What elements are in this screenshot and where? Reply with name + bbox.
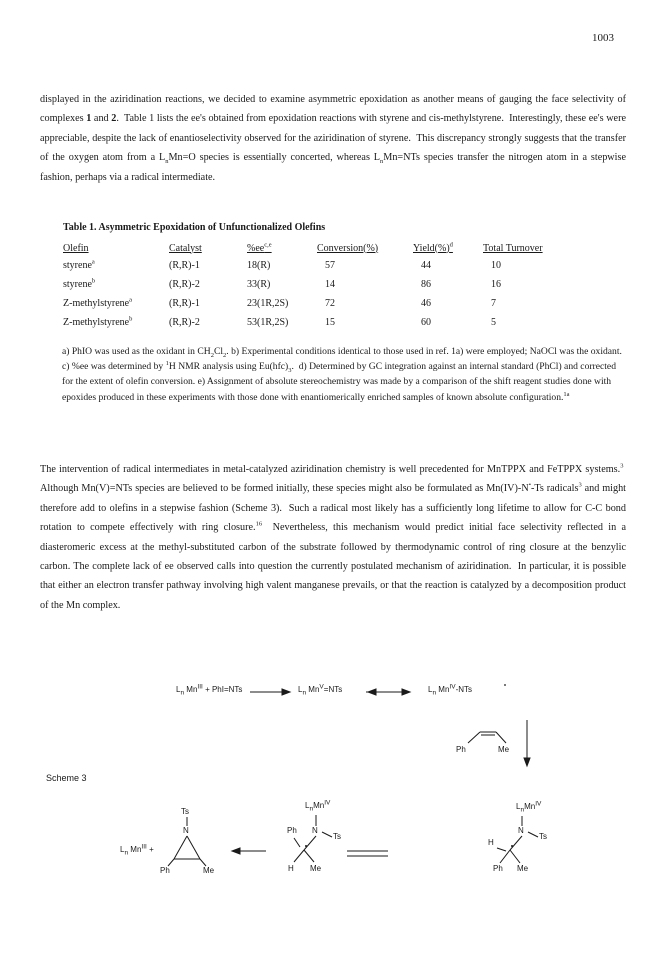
left-ts-label: Ts xyxy=(181,807,189,816)
col-header-catalyst: Catalyst xyxy=(169,242,202,254)
cell-olefin: styrene$^b$ xyxy=(63,277,96,290)
aziridine-ph-bond xyxy=(168,859,174,866)
cell-yield: 44 xyxy=(421,260,431,271)
col-header-yield: Yield(%)$^d$ xyxy=(413,241,453,254)
cell-olefin: Z-methylstyrene$^a$ xyxy=(63,296,132,309)
col-header-olefin: Olefin xyxy=(63,242,89,254)
olefin-bond-right xyxy=(496,732,506,743)
left-me-label: Me xyxy=(203,866,215,875)
col-header-turnover: Total Turnover xyxy=(483,242,543,254)
col-header-ee: %ee$^{c,e}$ xyxy=(247,241,272,254)
n-c-bond-mid xyxy=(304,836,316,850)
left-mn-label: $L_n$ $Mn^{III}$ + xyxy=(120,843,154,857)
olefin-me-label: Me xyxy=(498,745,510,754)
scheme-mn-v-imido: $L_n$ $Mn^V=NTs$ xyxy=(298,683,343,697)
mid-ph-label: Ph xyxy=(287,826,297,835)
c-ph-bond-right xyxy=(500,850,510,863)
c-h-bond-right xyxy=(497,848,506,851)
c-me-bond-right xyxy=(510,850,520,863)
right-n-label: N xyxy=(518,826,524,835)
cell-yield: 60 xyxy=(421,317,431,328)
scheme-reactants: $L_n$ $Mn^{III} + PhI=NTs$ xyxy=(176,683,243,697)
radical-dot-mid xyxy=(305,845,307,847)
down-arrow-head xyxy=(524,758,530,766)
cell-ee: 18(R) xyxy=(247,260,271,271)
cell-ee: 33(R) xyxy=(247,279,271,290)
cell-turnover: 16 xyxy=(491,279,501,290)
cell-olefin: Z-methylstyrene$^b$ xyxy=(63,315,133,328)
mid-h-label: H xyxy=(288,864,294,873)
paragraph-intro: displayed in the aziridination reactions, we decided to examine asymmetric epoxidation as another means of gauging the face selectivity of complexes 1 and 2. Table 1 lists the ee's obtained from epoxidation reactions with styrene and cis-methylstyrene. Interestingly, these ee's were appreciable, despite the lack of enantioselectivity observed for the aziridination of styrene. This discrepancy strongly suggests that the transfer of the oxygen atom from a $L_nMn=O$ species is essentially concerted, whereas $L_nMn=NTs$ species transfer the nitrogen atom in a stepwise fashion, perhaps via a radical intermediate. xyxy=(40,94,626,183)
aziridine-bond-left xyxy=(174,836,187,859)
cell-turnover: 5 xyxy=(491,317,496,328)
paragraph-mechanism: The intervention of radical intermediates in metal-catalyzed aziridination chemistry is well precedented for MnTPPX and FeTPPX systems.$^3$ Although Mn(V)=NTs species are believed to be formed initially, these species might also be formulated as Mn(IV)-N•-Ts radicals$^3$ and might therefore add to olefins in a stepwise fashion (Scheme 3). Such a radical most likely has a sufficiently long lifetime to allow for C-C bond rotation to compete effectively with ring closure.$^{16}$ Nevertheless, this mechanism would predict initial face selectivity reflected in a diasteromeric excess at the methyl-substituted carbon of the substrate followed by thermodynamic control of ring closure at the benzylic carbon. The complete lack of ee observed calls into question the currently postulated mechanism of aziridination. In particular, it is possible that either an electron transfer pathway involving high valent manganese prevails, or that the reaction is catalyzed by a decomposition product of the Mn complex. xyxy=(40,462,627,611)
right-h-label: H xyxy=(488,838,494,847)
aziridine-bond-right xyxy=(187,836,200,859)
cell-conversion: 57 xyxy=(325,260,335,271)
left-ph-label: Ph xyxy=(160,866,170,875)
n-ts-bond-right xyxy=(528,832,538,837)
cell-yield: 86 xyxy=(421,279,431,290)
cell-ee: 23(1R,2S) xyxy=(247,298,289,309)
n-ts-bond-mid xyxy=(322,832,332,837)
mid-n-label: N xyxy=(312,826,318,835)
mid-me-label: Me xyxy=(310,864,322,873)
scheme-label: Scheme 3 xyxy=(46,773,87,783)
cell-conversion: 72 xyxy=(325,298,335,309)
left-n-label: N xyxy=(183,826,189,835)
cell-olefin: styrene$^a$ xyxy=(63,258,95,271)
aziridine-me-bond xyxy=(200,859,206,866)
olefin-ph-label: Ph xyxy=(456,745,466,754)
cell-catalyst: (R,R)-1 xyxy=(169,260,200,271)
page-number: 1003 xyxy=(592,32,614,44)
forward-arrow-1-head xyxy=(282,689,290,695)
c-me-bond-mid xyxy=(304,850,314,862)
mid-ts-label: Ts xyxy=(333,832,341,841)
cell-turnover: 7 xyxy=(491,298,496,309)
table-title: Table 1. Asymmetric Epoxidation of Unfunctionalized Olefins xyxy=(63,222,326,233)
mid-mn-label: $L_nMn^{IV}$ xyxy=(305,799,331,813)
radical-dot-right xyxy=(511,845,513,847)
cell-turnover: 10 xyxy=(491,260,501,271)
olefin-bond-left xyxy=(468,732,480,743)
ph-c-bond-mid xyxy=(294,838,300,847)
right-ts-label: Ts xyxy=(539,832,547,841)
table-footnotes: a) PhIO was used as the oxidant in $CH_2Cl_2$. b) Experimental conditions identical to those used in ref. 1a) were employed; NaOCl was the oxidant. c) %ee was determined by $^1$H NMR analysis using $Eu(hfc)_3$. d) Determined by GC integration against an internal standard (PhCl) and corrected for the extent of olefin conversion. e) Assignment of absolute stereochemistry was made by a comparison of the shift reagent studies done with epoxides produced in these experiments with those done with enantiomerically enriched samples of known absolute configuration.$^{1a}$ xyxy=(62,346,622,403)
c-h-bond-mid xyxy=(294,850,304,862)
cell-conversion: 14 xyxy=(325,279,335,290)
cell-catalyst: (R,R)-2 xyxy=(169,317,200,328)
scheme-mn-iv-radical: $L_n$ $Mn^{IV}$-NTs xyxy=(428,683,473,697)
equilibrium-arrow-left-head xyxy=(368,689,376,695)
cell-ee: 53(1R,2S) xyxy=(247,317,289,328)
equilibrium-arrow-right-head xyxy=(402,689,410,695)
col-header-conversion: Conversion(%) xyxy=(317,242,379,254)
right-mn-label: $L_nMn^{IV}$ xyxy=(516,800,542,814)
cell-catalyst: (R,R)-1 xyxy=(169,298,200,309)
cell-yield: 46 xyxy=(421,298,431,309)
cell-conversion: 15 xyxy=(325,317,335,328)
ring-closure-arrow-head xyxy=(232,848,240,854)
radical-dot-top xyxy=(504,684,506,686)
cell-catalyst: (R,R)-2 xyxy=(169,279,200,290)
right-ph-label: Ph xyxy=(493,864,503,873)
n-c-bond-right xyxy=(510,836,522,850)
right-me-label: Me xyxy=(517,864,529,873)
